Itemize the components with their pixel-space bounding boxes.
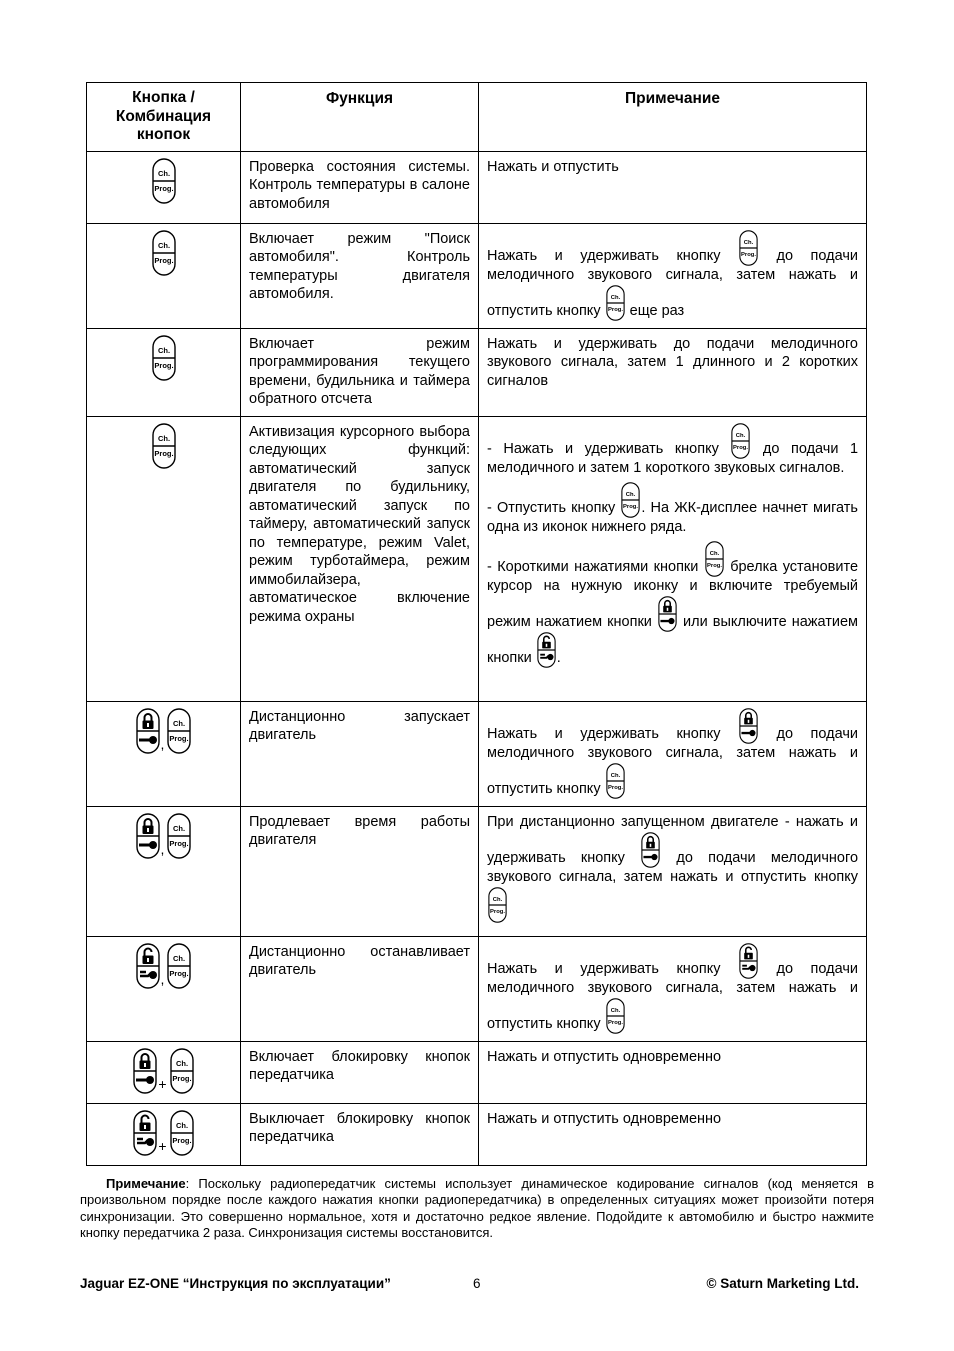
lock-button-icon — [136, 708, 160, 754]
ch-prog-button-icon — [738, 230, 759, 266]
note-text: до подачи мелодичного звукового сигнала, затем нажать и отпустить кнопку — [487, 725, 859, 797]
footnote — [80, 1176, 874, 1241]
ch-prog-button-icon — [170, 1048, 194, 1094]
note-cell — [479, 936, 867, 1041]
ch-prog-button-icon — [704, 541, 725, 577]
ch-prog-button-icon — [487, 887, 508, 923]
svg-text:Ch.: Ch. — [157, 433, 170, 443]
comma-separator: , — [160, 841, 165, 857]
note-text: . На ЖК-дисплее начнет мигать одна из иконок нижнего ряда. — [487, 499, 858, 535]
page-number: 6 — [473, 1276, 481, 1291]
svg-text:Prog.: Prog. — [172, 1073, 192, 1083]
ch-prog-button-icon — [167, 708, 191, 754]
table-row — [87, 1041, 867, 1103]
svg-text:Prog.: Prog. — [153, 255, 174, 265]
svg-text:Prog.: Prog. — [153, 360, 174, 370]
note-cell — [479, 1103, 867, 1165]
svg-text:Prog.: Prog. — [490, 908, 505, 915]
svg-text:Ch.: Ch. — [173, 953, 186, 963]
note-text: до подачи мелодичного звукового сигнала, затем нажать и отпустить кнопку — [487, 960, 859, 1032]
svg-text:Prog.: Prog. — [741, 251, 756, 258]
note-cell — [479, 806, 867, 936]
lock-button-icon — [738, 708, 759, 744]
svg-text:Prog.: Prog. — [733, 444, 749, 451]
svg-text:Prog.: Prog. — [169, 968, 190, 978]
header-function: Функция — [241, 83, 479, 152]
svg-text:Prog.: Prog. — [169, 733, 190, 743]
note-text: - Отпустить кнопку — [487, 499, 616, 516]
button-cell — [87, 936, 241, 1041]
lock-button-icon — [136, 813, 160, 859]
note-text: Нажать и удерживать кнопку — [487, 960, 721, 977]
note-text: Нажать и отпустить — [487, 158, 619, 175]
unlock-button-icon — [536, 632, 557, 668]
svg-text:Prog.: Prog. — [172, 1135, 192, 1145]
note-text: Нажать и отпустить одновременно — [487, 1110, 722, 1127]
table-row — [87, 701, 867, 806]
table-row — [87, 223, 867, 328]
note-cell — [479, 151, 867, 223]
function-cell: Дистанционно останавливает двигатель — [241, 936, 479, 1041]
function-cell: Выключает блокировку кнопок передатчика — [241, 1103, 479, 1165]
note-text: - Нажать и удерживать кнопку — [487, 440, 719, 457]
unlock-button-icon — [133, 1110, 157, 1156]
note-cell — [479, 328, 867, 416]
button-cell — [87, 1041, 241, 1103]
function-cell: Включает режим программирования текущего времени, будильника и таймера обратного отсчета — [241, 328, 479, 416]
svg-text:Prog.: Prog. — [607, 306, 623, 313]
svg-text:Ch.: Ch. — [736, 432, 746, 439]
lock-button-icon — [133, 1048, 157, 1094]
unlock-button-icon — [738, 943, 759, 979]
footnote-text: : Поскольку радиопередатчик системы использует динамическое кодирование сигналов (код меняется в произвольном порядке после каждого нажатия кнопки радиопередатчика) в определенных ситуациях может произойти потеря синхронизации. Это совершенно нормальное, хотя и достаточно редкое явление. Подойдите к автомобилю и быстро нажмите кнопку передатчика 2 раза. Синхронизация системы восстановится. — [80, 1176, 874, 1240]
header-buttons: Кнопка / Комбинация кнопок — [87, 83, 241, 152]
ch-prog-button-icon — [170, 1110, 194, 1156]
function-cell: Включает блокировку кнопок передатчика — [241, 1041, 479, 1103]
comma-separator: , — [160, 971, 165, 987]
function-cell: Проверка состояния системы. Контроль температуры в салоне автомобиля — [241, 151, 479, 223]
function-cell: Продлевает время работы двигателя — [241, 806, 479, 936]
plus-separator: + — [158, 1076, 167, 1092]
note-text: Нажать и отпустить одновременно — [487, 1048, 722, 1065]
ch-prog-button-icon — [167, 813, 191, 859]
button-cell — [87, 806, 241, 936]
note-text: еще раз — [629, 302, 685, 319]
svg-text:Prog.: Prog. — [153, 183, 174, 193]
svg-text:Prog.: Prog. — [169, 838, 190, 848]
note-text: . — [556, 649, 561, 666]
ch-prog-button-icon — [605, 763, 626, 799]
svg-text:Prog.: Prog. — [607, 1019, 623, 1026]
note-text: - Короткими нажатиями кнопки — [487, 558, 699, 575]
footer-copyright: © Saturn Marketing Ltd. — [706, 1276, 859, 1291]
function-cell: Включает режим "Поиск автомобиля". Контроль температуры двигателя автомобиля. — [241, 223, 479, 328]
table-row — [87, 416, 867, 701]
note-cell — [479, 1041, 867, 1103]
button-cell — [87, 701, 241, 806]
svg-text:Prog.: Prog. — [623, 503, 639, 510]
ch-prog-button-icon — [730, 423, 751, 459]
note-text: до подачи мелодичного звукового сигнала, затем нажать и отпустить кнопку — [487, 247, 859, 319]
note-text: Нажать и удерживать до подачи мелодичного звукового сигнала, затем 1 длинного и 2 коротких сигналов — [487, 335, 858, 389]
note-cell — [479, 416, 867, 701]
note-text: брелка установите курсор на нужную иконку и включите требуемый режим нажатием кнопки — [487, 558, 859, 630]
lock-button-icon — [657, 596, 678, 632]
table-row — [87, 806, 867, 936]
svg-text:Ch.: Ch. — [157, 168, 170, 178]
lock-button-icon — [640, 832, 661, 868]
svg-text:Prog.: Prog. — [607, 784, 623, 791]
note-text: до подачи 1 мелодичного и затем 1 короткого звуковых сигналов. — [487, 440, 859, 476]
svg-text:Ch.: Ch. — [626, 491, 636, 498]
plus-separator: + — [158, 1138, 167, 1154]
footnote-label: Примечание — [106, 1176, 186, 1191]
svg-text:Ch.: Ch. — [610, 772, 620, 779]
header-note: Примечание — [479, 83, 867, 152]
svg-text:Prog.: Prog. — [706, 562, 722, 569]
note-text: При дистанционно запущенном двигателе - нажать и удерживать кнопку — [487, 813, 858, 866]
button-cell — [87, 416, 241, 701]
svg-text:Ch.: Ch. — [175, 1120, 188, 1130]
ch-prog-button-icon — [152, 230, 176, 276]
ch-prog-button-icon — [152, 158, 176, 204]
table-row — [87, 936, 867, 1041]
svg-text:Ch.: Ch. — [610, 294, 620, 301]
table-row — [87, 328, 867, 416]
ch-prog-button-icon — [605, 285, 626, 321]
svg-text:Ch.: Ch. — [157, 345, 170, 355]
comma-separator: , — [160, 736, 165, 752]
svg-text:Ch.: Ch. — [175, 1058, 188, 1068]
button-cell — [87, 151, 241, 223]
svg-text:Ch.: Ch. — [492, 896, 503, 903]
note-cell — [479, 701, 867, 806]
ch-prog-button-icon — [167, 943, 191, 989]
svg-text:Ch.: Ch. — [173, 823, 186, 833]
ch-prog-button-icon — [152, 335, 176, 381]
table-row — [87, 1103, 867, 1165]
note-text: Нажать и удерживать кнопку — [487, 247, 721, 264]
svg-text:Ch.: Ch. — [610, 1007, 620, 1014]
function-cell: Активизация курсорного выбора следующих функций: автоматический запуск двигателя по будильнику, автоматический запуск по таймеру, автоматический запуск по температуре, режим Valet, режим турботаймера, режим иммобилайзера, автоматическое включение режима охраны — [241, 416, 479, 701]
table-row — [87, 151, 867, 223]
footer-title: Jaguar EZ-ONE “Инструкция по эксплуатации” — [80, 1276, 391, 1291]
unlock-button-icon — [136, 943, 160, 989]
button-cell — [87, 328, 241, 416]
svg-text:Ch.: Ch. — [157, 240, 170, 250]
svg-text:Ch.: Ch. — [173, 718, 186, 728]
note-text: до подачи мелодичного звукового сигнала, затем нажать и отпустить кнопку — [487, 849, 859, 885]
note-text: Нажать и удерживать кнопку — [487, 725, 721, 742]
svg-text:Ch.: Ch. — [743, 239, 754, 246]
ch-prog-button-icon — [620, 482, 641, 518]
ch-prog-button-icon — [605, 998, 626, 1034]
button-cell — [87, 1103, 241, 1165]
ch-prog-button-icon — [152, 423, 176, 469]
svg-text:Ch.: Ch. — [709, 550, 720, 557]
note-cell — [479, 223, 867, 328]
button-cell — [87, 223, 241, 328]
note-text: или выключите нажатием кнопки — [487, 613, 858, 666]
table-header-row — [87, 83, 867, 152]
functions-table — [86, 82, 867, 1166]
function-cell: Дистанционно запускает двигатель — [241, 701, 479, 806]
svg-text:Prog.: Prog. — [153, 448, 174, 458]
